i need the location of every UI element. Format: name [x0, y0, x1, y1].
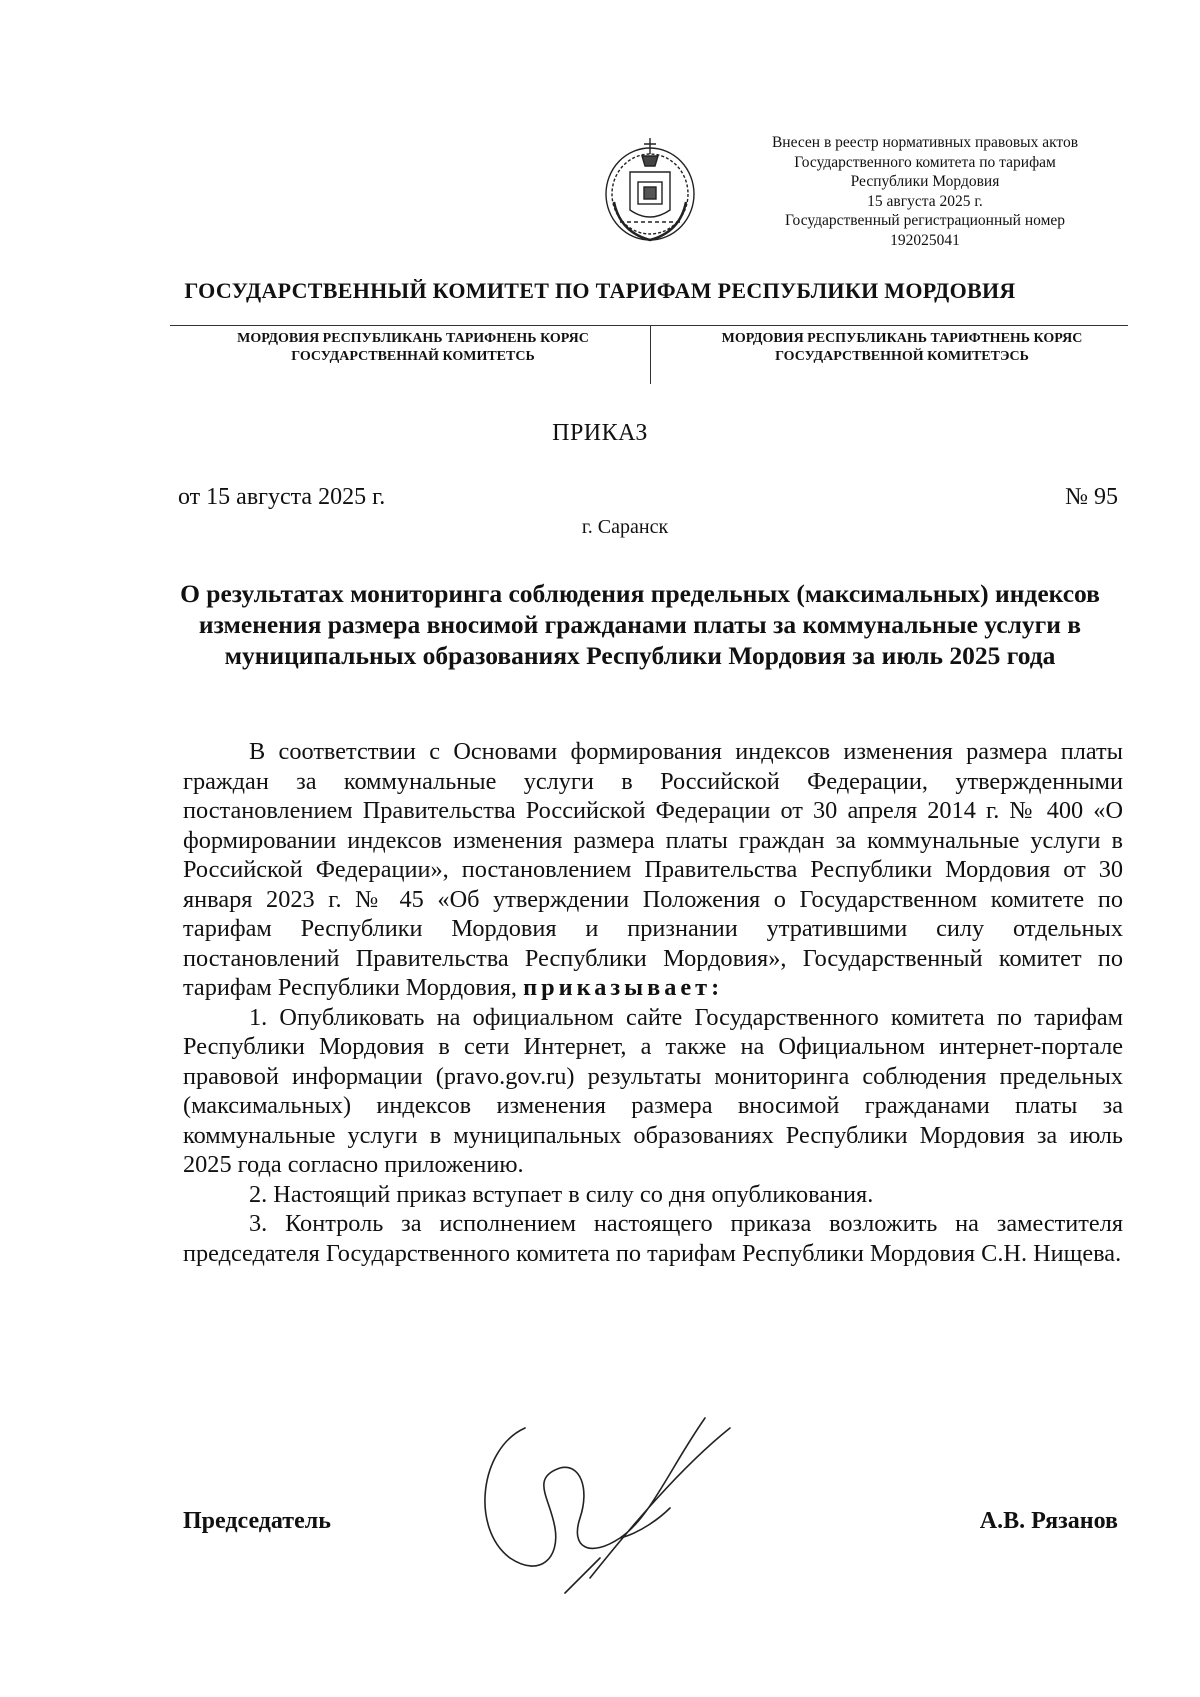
registry-note: [735, 133, 1115, 250]
document-type-title: ПРИКАЗ: [552, 420, 648, 446]
registry-line: Республики Мордовия: [850, 173, 1000, 190]
registry-line: Государственного комитета по тарифам: [794, 153, 1056, 171]
organization-title: ГОСУДАРСТВЕННЫЙ КОМИТЕТ ПО ТАРИФАМ РЕСПУБЛИКИ МОРДОВИЯ: [184, 278, 1016, 303]
intro-paragraph: [183, 737, 1123, 1003]
coat-of-arms-emblem: [600, 132, 700, 250]
org-name-moksha: [178, 330, 648, 366]
intro-text: В соответствии с Основами формирования индексов изменения размера платы граждан за коммунальные услуги в Российской Федерации, утвержденными постановлением Правительства Российской Федерации от 30 апреля 2014 г. № 400 «О формировании индексов изменения размера платы граждан за коммунальные услуги в Российской Федерации», постановлением Правительства Республики Мордовия от 30 января 2023 г. № 45 «Об утверждении Положения о Государственном комитете по тарифам Республики Мордовия и признании утратившими силу отдельных постановлений Правительства Республики Мордовия», Государственный комитет по тарифам Республики Мордовия,: [183, 738, 1123, 1001]
item-3: 3. Контроль за исполнением настоящего приказа возложить на заместителя председателя Государственного комитета по тарифам Республики Мордовия С.Н. Нищева.: [183, 1210, 1123, 1267]
org-name-erzya-line1: МОРДОВИЯ РЕСПУБЛИКАНЬ ТАРИФТНЕНЬ КОРЯС: [721, 331, 1083, 346]
order-number: № 95: [1065, 484, 1118, 510]
org-name-erzya-line2: ГОСУДАРСТВЕННОЙ КОМИТЕТЭСЬ: [775, 349, 1029, 364]
org-name-moksha-line2: ГОСУДАРСТВЕННАЙ КОМИТЕТСЬ: [291, 349, 535, 364]
signatory-name: А.В. Рязанов: [979, 1508, 1118, 1534]
org-name-moksha-line1: МОРДОВИЯ РЕСПУБЛИКАНЬ ТАРИФНЕНЬ КОРЯС: [237, 331, 589, 346]
registry-line: Внесен в реестр нормативных правовых актов: [771, 134, 1079, 151]
registry-line: Государственный регистрационный номер: [784, 212, 1066, 229]
item-1: 1. Опубликовать на официальном сайте Государственного комитета по тарифам Республики Мордовия в сети Интернет, а также на Официальном интернет-портале правовой информации (pravo.gov.ru) результаты мониторинга соблюдения предельных (максимальных) индексов изменения размера вносимой гражданами платы за коммунальные услуги в муниципальных образованиях Республики Мордовия за июль 2025 года согласно приложению.: [183, 1003, 1123, 1178]
handwritten-signature: [470, 1408, 770, 1608]
header-column-divider: [650, 326, 651, 384]
order-city: г. Саранск: [581, 516, 669, 538]
org-name-erzya: [667, 330, 1137, 366]
registry-date: 15 августа 2025 г.: [867, 192, 983, 210]
order-date: от 15 августа 2025 г.: [178, 484, 386, 510]
item-2: 2. Настоящий приказ вступает в силу со дня опубликования.: [249, 1180, 874, 1208]
registry-number: 192025041: [890, 231, 960, 249]
order-heading: О результатах мониторинга соблюдения предельных (максимальных) индексов изменения размера вносимой гражданами платы за коммунальные услуги в муниципальных образованиях Республики Мордовия за июль 2025 года: [180, 579, 1100, 670]
signatory-position: Председатель: [183, 1508, 331, 1534]
header-divider: [170, 325, 1128, 326]
order-body: [183, 737, 1123, 1268]
intro-command: приказывает:: [523, 974, 724, 1001]
